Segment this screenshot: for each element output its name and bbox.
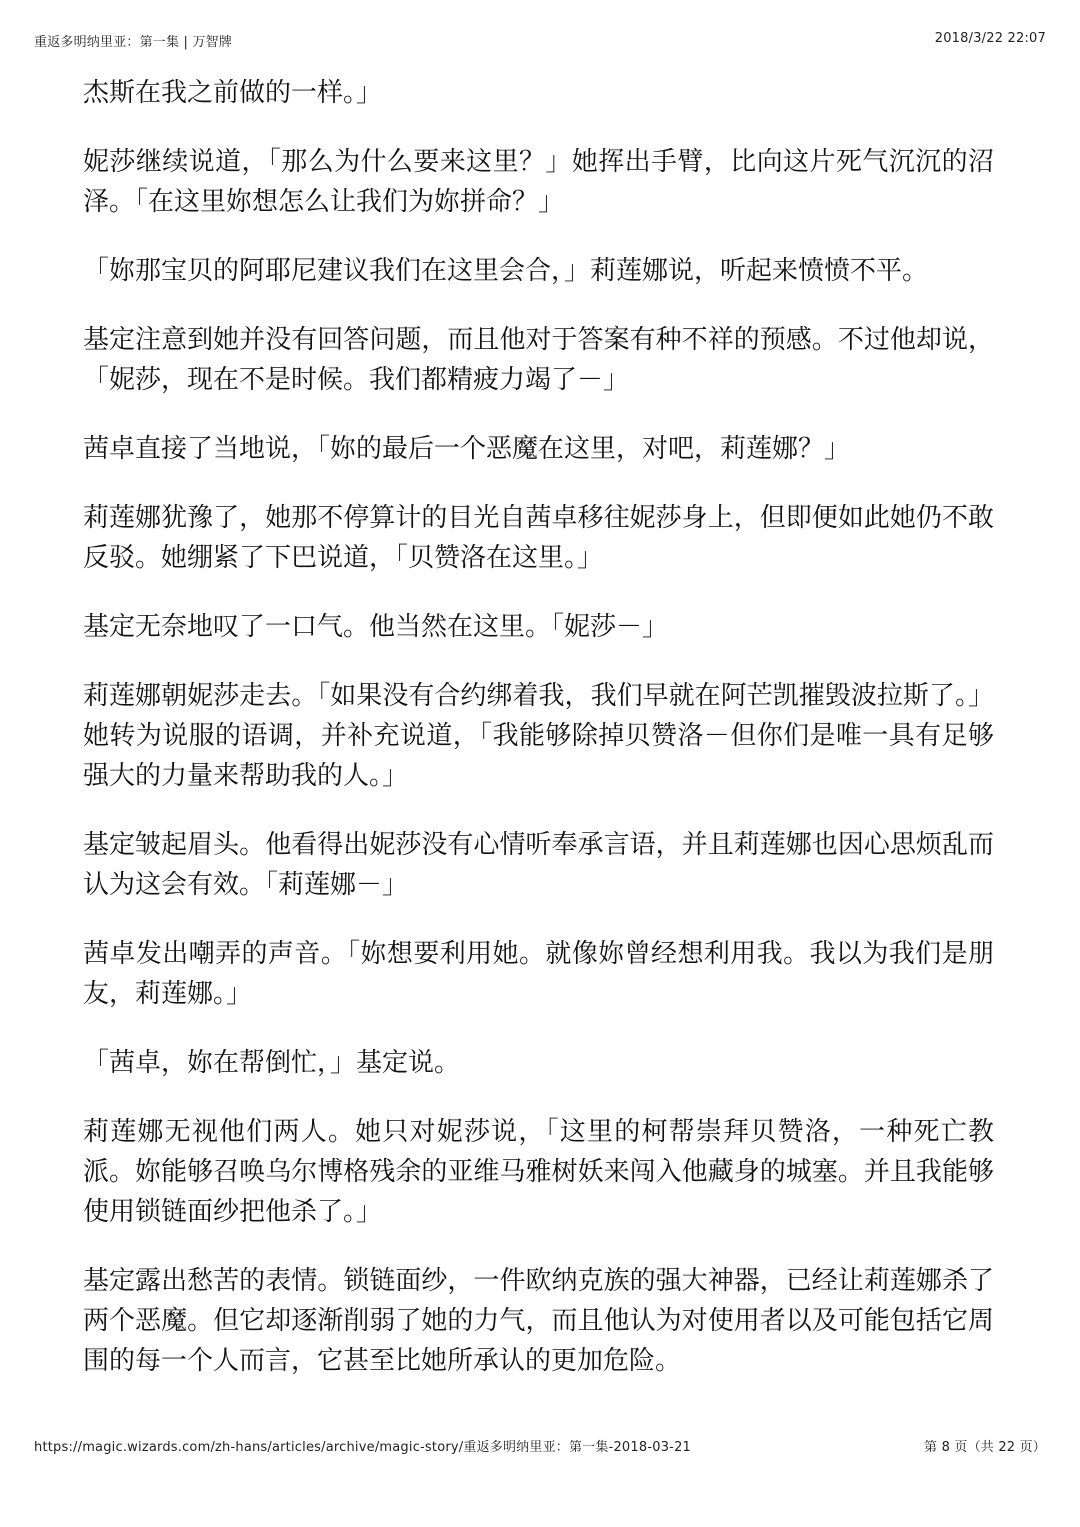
paragraph: 「妳那宝贝的阿耶尼建议我们在这里会合，」莉莲娜说，听起来愤愤不平。 xyxy=(83,256,929,286)
paragraph: 茜卓发出嘲弄的声音。「妳想要利用她。就像妳曾经想利用我。我以为我们是朋友，莉莲娜。」 xyxy=(83,939,994,1009)
paragraph: 妮莎继续说道，「那么为什么要来这里？」她挥出手臂，比向这片死气沉沉的沼泽。「在这里妳想怎么让我们为妳拼命？」 xyxy=(83,147,994,217)
paragraph: 莉莲娜无视他们两人。她只对妮莎说，「这里的柯帮崇拜贝赞洛，一种死亡教派。妳能够召唤乌尔博格残余的亚维马雅树妖来闯入他藏身的城塞。并且我能够使用锁链面纱把他杀了。」 xyxy=(83,1117,994,1227)
paragraph: 茜卓直接了当地说，「妳的最后一个恶魔在这里，对吧，莉莲娜？」 xyxy=(83,434,851,464)
page-title: 重返多明纳里亚：第一集 | 万智牌 xyxy=(34,35,233,50)
page-footer xyxy=(34,1436,1046,1455)
paragraph: 莉莲娜犹豫了，她那不停算计的目光自茜卓移往妮莎身上，但即便如此她仍不敢反驳。她绷紧了下巴说道，「贝赞洛在这里。」 xyxy=(83,503,994,573)
article-body xyxy=(83,73,994,1410)
paragraph: 基定皱起眉头。他看得出妮莎没有心情听奉承言语，并且莉莲娜也因心思烦乱而认为这会有效。「莉莲娜－」 xyxy=(83,830,994,900)
paragraph: 莉莲娜朝妮莎走去。「如果没有合约绑着我，我们早就在阿芒凯摧毁波拉斯了。」她转为说服的语调，并补充说道，「我能够除掉贝赞洛－但你们是唯一具有足够强大的力量来帮助我的人。」 xyxy=(83,681,994,791)
paragraph: 基定无奈地叹了一口气。他当然在这里。「妮莎－」 xyxy=(83,612,669,642)
paragraph: 基定露出愁苦的表情。锁链面纱，一件欧纳克族的强大神器，已经让莉莲娜杀了两个恶魔。但它却逐渐削弱了她的力气，而且他认为对使用者以及可能包括它周围的每一个人而言，它甚至比她所承认的更加危险。 xyxy=(83,1266,994,1376)
page-url: https://magic.wizards.com/zh-hans/articles/archive/magic-story/重返多明纳里亚：第一集-2018-03-21 xyxy=(34,1440,692,1455)
paragraph: 基定注意到她并没有回答问题，而且他对于答案有种不祥的预感。不过他却说，「妮莎，现在不是时候。我们都精疲力竭了－」 xyxy=(83,325,994,395)
print-datetime: 2018/3/22 22:07 xyxy=(934,31,1046,46)
paragraph: 杰斯在我之前做的一样。」 xyxy=(83,78,383,108)
page-number: 第 8 页（共 22 页） xyxy=(924,1440,1046,1455)
paragraph: 「茜卓，妳在帮倒忙，」基定说。 xyxy=(83,1048,461,1078)
page-header xyxy=(34,31,1046,50)
